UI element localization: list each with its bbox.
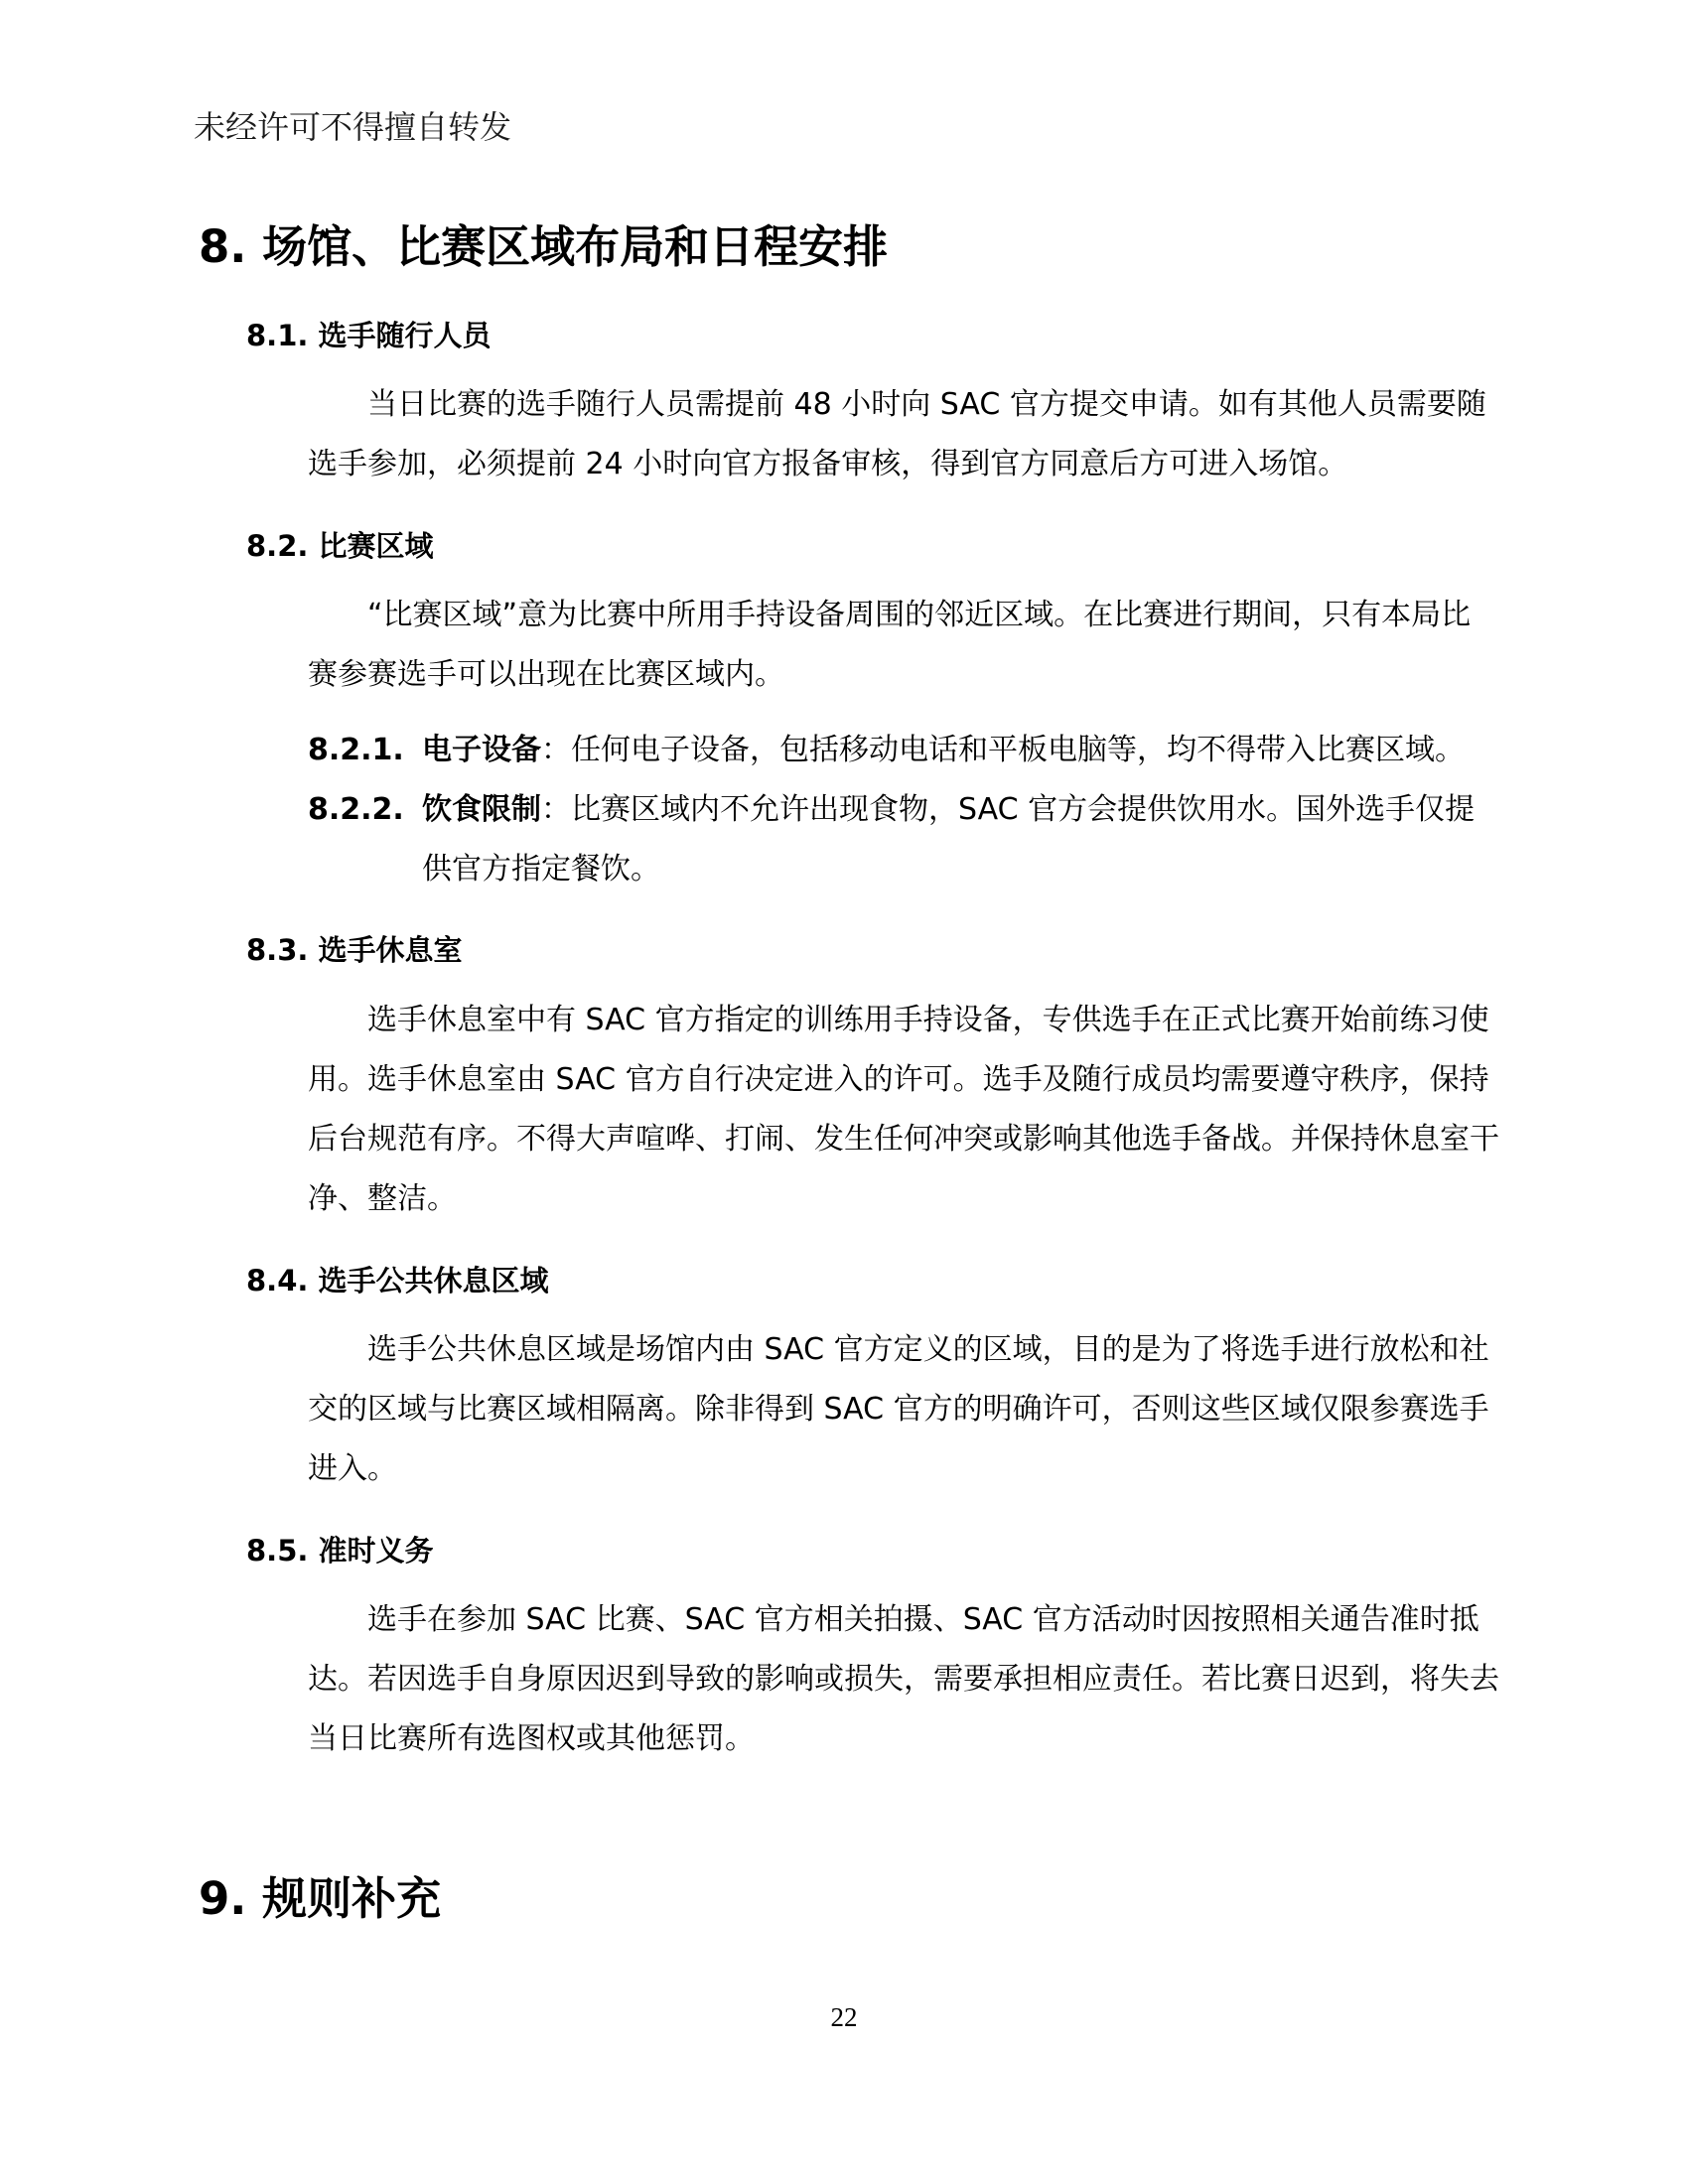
section-8-4-body: 选手公共休息区域是场馆内由 SAC 官方定义的区域，目的是为了将选手进行放松和社交的区域与比赛区域相隔离。除非得到 SAC 官方的明确许可，否则这些区域仅限参赛选手进入。 (308, 1332, 1489, 1486)
list-item-term: 饮食限制 (422, 792, 541, 827)
section-8-3-body: 选手休息室中有 SAC 官方指定的训练用手持设备，专供选手在正式比赛开始前练习使用。选手休息室由 SAC 官方自行决定进入的许可。选手及随行成员均需要遵守秩序，保持后台规范有序。不得大声喧哗、打闹、发生任何冲突或影响其他选手备战。并保持休息室干净、整洁。 (308, 1003, 1499, 1216)
section-8-1-heading: 8.1. 选手随行人员 (246, 319, 492, 352)
list-item-8-2-2 (308, 780, 1499, 899)
list-item-term: 电子设备 (422, 733, 541, 767)
section-8-heading: 8. 场馆、比赛区域布局和日程安排 (199, 220, 889, 273)
section-8-1-body: 当日比赛的选手随行人员需提前 48 小时向 SAC 官方提交申请。如有其他人员需要随选手参加，必须提前 24 小时向官方报备审核，得到官方同意后方可进入场馆。 (308, 387, 1486, 481)
list-item-8-2-1 (308, 721, 1499, 780)
section-8-3-heading: 8.3. 选手休息室 (246, 933, 463, 967)
page-number: 22 (830, 2002, 858, 2032)
watermark-text: 未经许可不得擅自转发 (194, 108, 512, 146)
list-item-text: ：比赛区域内不允许出现食物，SAC 官方会提供饮用水。国外选手仅提供官方指定餐饮。 (422, 792, 1476, 887)
list-item-number: 8.2.1. (308, 733, 404, 767)
section-8-4-heading: 8.4. 选手公共休息区域 (246, 1264, 549, 1297)
list-item-text: ：任何电子设备，包括移动电话和平板电脑等，均不得带入比赛区域。 (541, 733, 1465, 767)
section-8-2-body: “比赛区域”意为比赛中所用手持设备周围的邻近区域。在比赛进行期间，只有本局比赛参赛选手可以出现在比赛区域内。 (308, 598, 1472, 692)
section-8-5-heading: 8.5. 准时义务 (246, 1534, 434, 1568)
section-8-5-body: 选手在参加 SAC 比赛、SAC 官方相关拍摄、SAC 官方活动时因按照相关通告准时抵达。若因选手自身原因迟到导致的影响或损失，需要承担相应责任。若比赛日迟到，将失去当日比赛所有选图权或其他惩罚。 (308, 1602, 1499, 1756)
section-9-heading: 9. 规则补充 (199, 1872, 442, 1925)
list-item-number: 8.2.2. (308, 792, 404, 827)
section-8-2-heading: 8.2. 比赛区域 (246, 529, 434, 563)
